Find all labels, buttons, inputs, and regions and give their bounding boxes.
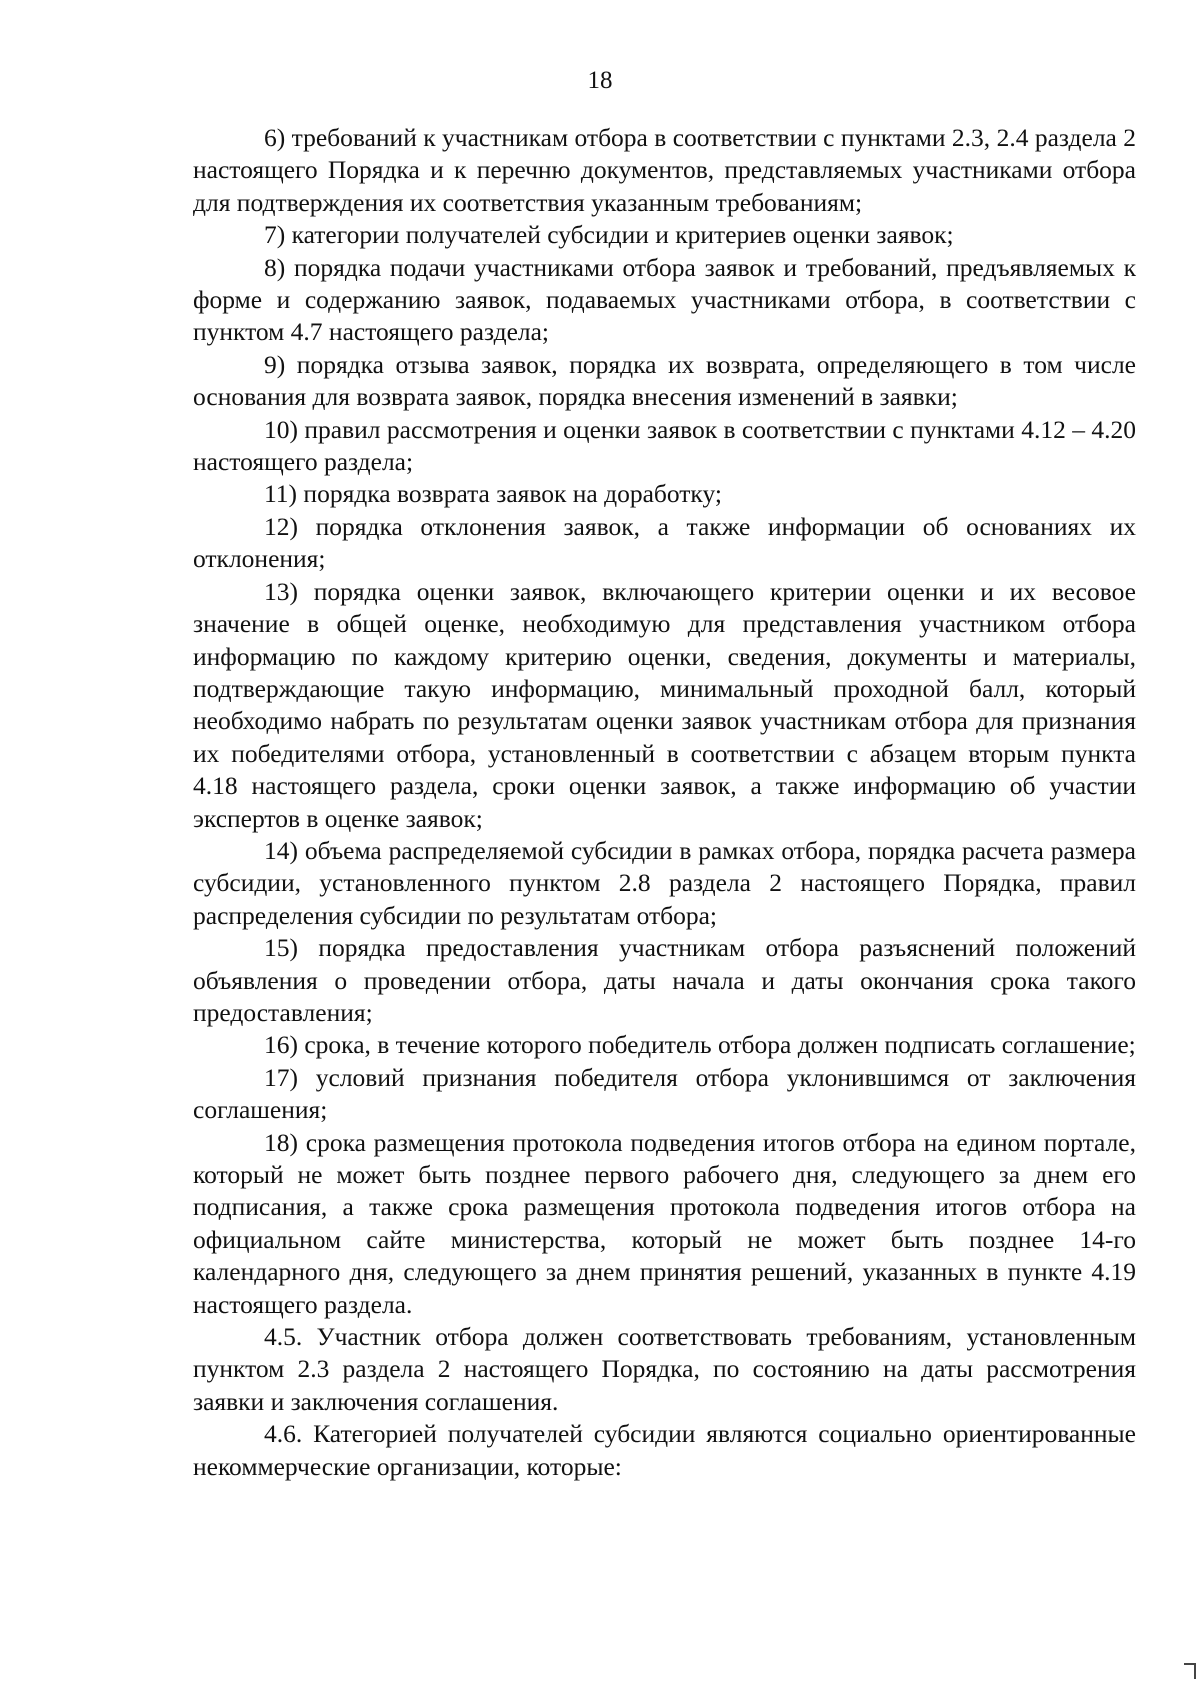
paragraph-item-15: 15) порядка предоставления участникам отбора разъяснений положений объявления о проведении отбора, даты начала и даты окончания срока такого предоставления; — [193, 933, 1136, 1027]
paragraph-section-4-6: 4.6. Категорией получателей субсидии являются социально ориентированные некоммерческие организации, которые: — [193, 1419, 1136, 1481]
paragraph-item-6: 6) требований к участникам отбора в соответствии с пунктами 2.3, 2.4 раздела 2 настоящего Порядка и к перечню документов, представляемых участниками отбора для подтверждения их соответствия указанным требованиям; — [193, 123, 1136, 217]
scan-corner-mark — [1184, 1663, 1196, 1679]
document-body — [193, 122, 1136, 1483]
paragraph-item-16: 16) срока, в течение которого победитель отбора должен подписать соглашение; — [264, 1030, 1136, 1060]
paragraph-item-14: 14) объема распределяемой субсидии в рамках отбора, порядка расчета размера субсидии, установленного пунктом 2.8 раздела 2 настоящего Порядка, правил распределения субсидии по результатам отбора; — [193, 835, 1136, 930]
paragraph-item-12: 12) порядка отклонения заявок, а также информации об основаниях их отклонения; — [193, 511, 1136, 574]
paragraph-item-11: 11) порядка возврата заявок на доработку; — [264, 479, 722, 509]
paragraph-item-18: 18) срока размещения протокола подведения итогов отбора на едином портале, который не может быть позднее первого рабочего дня, следующего за днем его подписания, а также срока размещения протокола подведения итогов отбора на официальном сайте министерства, который не может быть позднее 14-го календарного дня, следующего за днем принятия решений, указанных в пункте 4.19 настоящего раздела. — [193, 1127, 1136, 1319]
paragraph-item-17: 17) условий признания победителя отбора уклонившимся от заключения соглашения; — [193, 1062, 1136, 1125]
paragraph-item-9: 9) порядка отзыва заявок, порядка их возврата, определяющего в том числе основания для возврата заявок, порядка внесения изменений в заявки; — [193, 349, 1136, 412]
paragraph-section-4-5: 4.5. Участник отбора должен соответствовать требованиям, установленным пунктом 2.3 раздела 2 настоящего Порядка, по состоянию на даты рассмотрения заявки и заключения соглашения. — [193, 1322, 1136, 1416]
paragraph-item-8: 8) порядка подачи участниками отбора заявок и требований, предъявляемых к форме и содержанию заявок, подаваемых участниками отбора, в соответствии с пунктом 4.7 настоящего раздела; — [193, 252, 1136, 347]
paragraph-item-7: 7) категории получателей субсидии и критериев оценки заявок; — [264, 220, 954, 250]
paragraph-item-10: 10) правил рассмотрения и оценки заявок в соответствии с пунктами 4.12 – 4.20 настоящего раздела; — [193, 414, 1136, 477]
page-number: 18 — [587, 67, 613, 94]
paragraph-item-13: 13) порядка оценки заявок, включающего критерии оценки и их весовое значение в общей оценке, необходимую для представления участником отбора информацию по каждому критерию оценки, сведения, документы и материалы, подтверждающие такую информацию, минимальный проходной балл, который необходимо набрать по результатам оценки заявок участникам отбора для признания их победителями отбора, установленный в соответствии с абзацем вторым пункта 4.18 настоящего раздела, сроки оценки заявок, а также информацию об участии экспертов в оценке заявок; — [193, 576, 1136, 833]
